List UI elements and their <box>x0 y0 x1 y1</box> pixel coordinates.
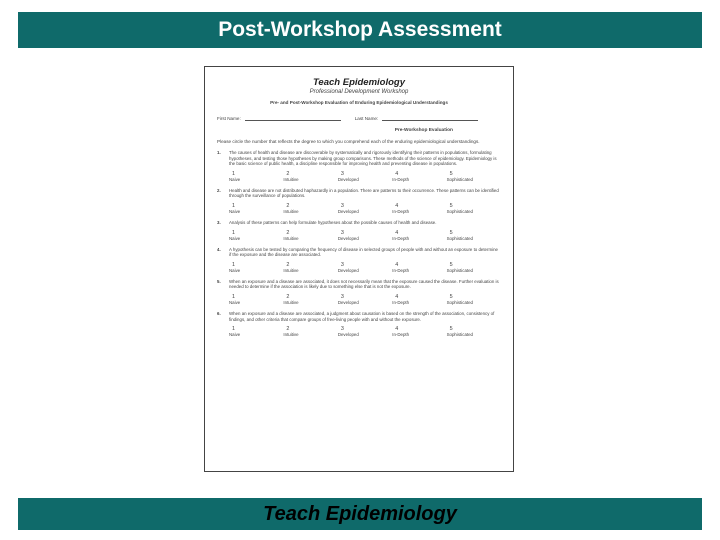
rating-option <box>283 262 337 274</box>
rating-number: 1 <box>232 229 235 236</box>
rating-number: 3 <box>340 261 344 268</box>
rating-label: In-Depth <box>392 235 410 241</box>
list-item <box>217 150 501 167</box>
rating-label: Developed <box>337 208 359 214</box>
rating-number: 5 <box>449 202 453 209</box>
rating-label: Sophisticated <box>446 299 473 305</box>
rating-option <box>447 294 501 306</box>
rating-number: 4 <box>395 170 399 177</box>
form-title: Teach Epidemiology <box>312 77 406 88</box>
rating-option <box>447 203 501 215</box>
rating-option <box>283 171 337 183</box>
rating-number: 3 <box>340 170 344 177</box>
rating-number: 2 <box>286 202 290 209</box>
rating-label: Developed <box>337 267 359 273</box>
assessment-form-image <box>204 66 514 472</box>
rating-option <box>338 326 392 338</box>
item-text: The causes of health and disease are discoverable by systematically and rigorously identifying their patterns in populations, formulating hypotheses, and testing those hypotheses by making group comparisons. These methods of the science of epidemiology. Epidemiology is the basic science of public health, a discipline responsible for improving health and preventing disease in populations. <box>229 150 497 167</box>
rating-label: Sophisticated <box>446 267 473 273</box>
rating-number: 1 <box>232 293 235 300</box>
rating-number: 2 <box>286 326 290 333</box>
rating-number: 4 <box>395 326 399 333</box>
rating-scale <box>229 230 501 242</box>
item-text: A hypothesis can be tested by comparing the frequency of disease in selected groups of people with and without an exposure to determine if the exposure and the disease are associated. <box>229 246 498 258</box>
rating-label: Sophisticated <box>446 176 473 182</box>
rating-number: 3 <box>340 202 344 209</box>
title-banner <box>18 12 702 48</box>
rating-option <box>338 230 392 242</box>
rating-scale <box>229 203 501 215</box>
rating-option <box>283 230 337 242</box>
rating-label: Naive <box>229 332 241 338</box>
rating-option <box>229 326 283 338</box>
rating-option <box>229 230 283 242</box>
list-item <box>217 279 501 290</box>
rating-label: Naive <box>229 299 241 305</box>
rating-scale <box>229 171 501 183</box>
rating-option <box>229 171 283 183</box>
item-number: 6. <box>217 310 221 316</box>
rating-number: 5 <box>449 261 453 268</box>
footer-banner <box>18 498 702 530</box>
rating-number: 3 <box>340 326 344 333</box>
rating-number: 5 <box>449 293 453 300</box>
rating-number: 4 <box>395 229 399 236</box>
item-number: 2. <box>217 187 221 193</box>
rating-option <box>447 262 501 274</box>
instructions: Please circle the number that reflects the degree to which you comprehend each of the enduring epidemiological understandings. <box>217 139 480 144</box>
rating-scale <box>229 326 501 338</box>
rating-label: In-Depth <box>392 176 410 182</box>
item-text: Health and disease are not distributed haphazardly in a population. There are patterns to their occurrence. These patterns can be identified through the surveillance of populations. <box>229 187 499 199</box>
rating-label: Developed <box>337 235 359 241</box>
last-name-line <box>382 115 478 121</box>
rating-label: Intuitive <box>283 176 299 182</box>
rating-label: In-Depth <box>392 208 410 214</box>
rating-label: Intuitive <box>283 267 299 273</box>
list-item <box>217 188 501 199</box>
item-text: When an exposure and a disease are associated, a judgment about causation is based on the strength of the association, consistency of findings, and other criteria that compare groups of free-living people with and without the exposure. <box>229 310 495 322</box>
rating-option <box>229 203 283 215</box>
rating-number: 5 <box>449 229 453 236</box>
rating-number: 1 <box>232 170 235 177</box>
item-number: 3. <box>217 219 221 225</box>
page-title: Post-Workshop Assessment <box>218 18 502 41</box>
item-text: Analysis of these patterns can help formulate hypotheses about the possible causes of health and disease. <box>229 219 437 225</box>
rating-label: Sophisticated <box>446 332 473 338</box>
list-item <box>217 247 501 258</box>
rating-option <box>338 262 392 274</box>
first-name-label: First Name: <box>217 116 241 121</box>
rating-option <box>392 262 446 274</box>
rating-option <box>338 171 392 183</box>
rating-label: Naive <box>229 235 241 241</box>
rating-label: Naive <box>229 267 241 273</box>
rating-number: 1 <box>232 261 235 268</box>
rating-label: Intuitive <box>283 208 299 214</box>
rating-number: 2 <box>286 229 290 236</box>
rating-label: Intuitive <box>283 299 299 305</box>
rating-scale <box>229 262 501 274</box>
rating-number: 3 <box>340 293 344 300</box>
rating-number: 4 <box>395 293 399 300</box>
rating-option <box>447 326 501 338</box>
rating-number: 4 <box>395 202 399 209</box>
rating-label: In-Depth <box>392 299 410 305</box>
rating-number: 2 <box>286 293 290 300</box>
list-item <box>217 220 501 226</box>
rating-scale <box>229 294 501 306</box>
rating-number: 2 <box>286 261 290 268</box>
rating-option <box>338 203 392 215</box>
rating-option <box>229 262 283 274</box>
rating-option <box>283 294 337 306</box>
name-row <box>217 115 501 121</box>
footer-label: Teach Epidemiology <box>263 502 457 525</box>
rating-option <box>392 326 446 338</box>
rating-option <box>392 171 446 183</box>
rating-number: 3 <box>340 229 344 236</box>
form-subtitle: Professional Development Workshop <box>309 89 409 95</box>
rating-label: Developed <box>337 332 359 338</box>
rating-option <box>338 294 392 306</box>
item-text: When an exposure and a disease are associated, it does not necessarily mean that the exposure caused the disease. Further evaluation is needed to determine if the association is likely due to something else that is not the exposure. <box>229 278 499 290</box>
item-number: 5. <box>217 278 221 284</box>
list-item <box>217 311 501 322</box>
rating-option <box>229 294 283 306</box>
first-name-line <box>245 115 341 121</box>
items-list <box>217 150 501 338</box>
last-name-label: Last Name: <box>354 116 379 121</box>
rating-number: 4 <box>395 261 399 268</box>
rating-option <box>392 230 446 242</box>
rating-number: 5 <box>449 170 453 177</box>
rating-label: Naive <box>229 208 241 214</box>
rating-option <box>392 294 446 306</box>
item-number: 4. <box>217 246 221 252</box>
rating-label: Developed <box>337 299 359 305</box>
rating-label: Sophisticated <box>446 208 473 214</box>
rating-option <box>392 203 446 215</box>
rating-number: 5 <box>449 326 453 333</box>
rating-label: Intuitive <box>283 332 299 338</box>
rating-label: In-Depth <box>392 267 410 273</box>
rating-label: In-Depth <box>392 332 410 338</box>
rating-label: Naive <box>229 176 241 182</box>
rating-option <box>283 203 337 215</box>
rating-number: 1 <box>232 326 235 333</box>
form-heading: Pre- and Post-Workshop Evaluation of Enduring Epidemiological Understandings <box>270 100 448 105</box>
rating-label: Sophisticated <box>446 235 473 241</box>
rating-option <box>447 171 501 183</box>
section-label: Pre-Workshop Evaluation <box>394 128 453 133</box>
rating-option <box>447 230 501 242</box>
rating-label: Developed <box>337 176 359 182</box>
rating-number: 2 <box>286 170 290 177</box>
rating-option <box>283 326 337 338</box>
item-number: 1. <box>217 150 221 155</box>
rating-number: 1 <box>232 202 235 209</box>
rating-label: Intuitive <box>283 235 299 241</box>
